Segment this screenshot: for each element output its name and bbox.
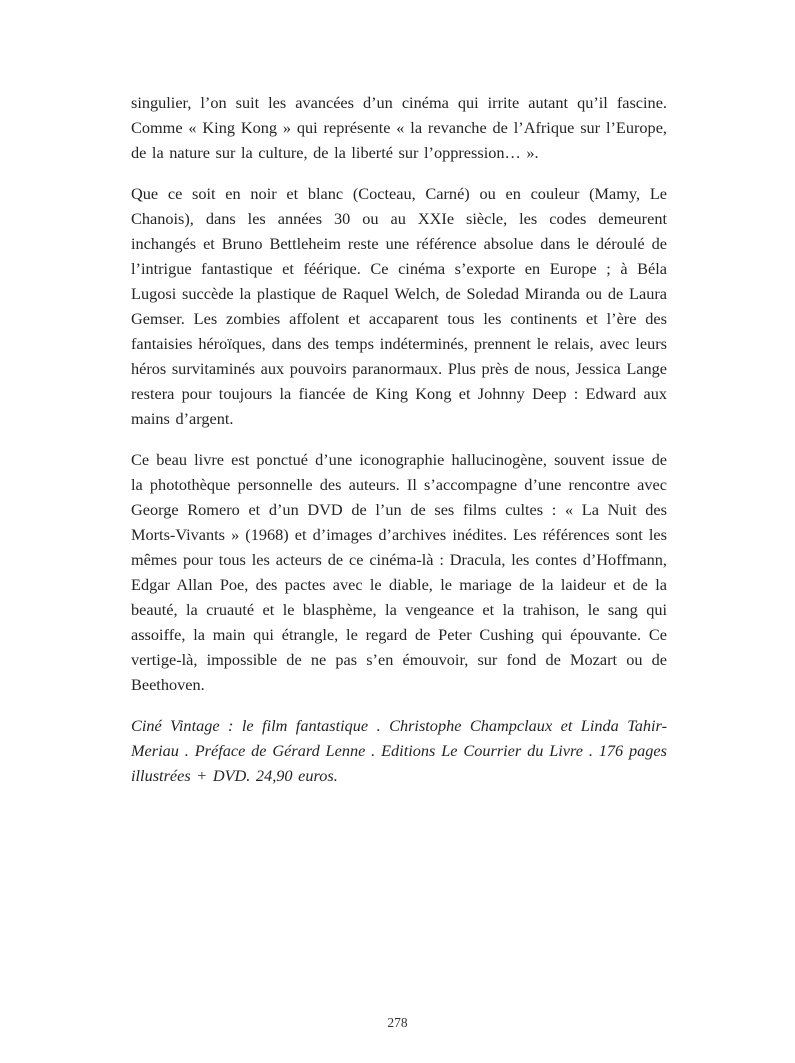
paragraph-2: Que ce soit en noir et blanc (Cocteau, Carné) ou en couleur (Mamy, Le Chanois), dans les années 30 ou au XXIe siècle, les codes demeurent inchangés et Bruno Bettleheim reste une référence absolue dans le déroulé de l’intrigue fantastique et féérique. Ce cinéma s’exporte en Europe ; à Béla Lugosi succède la plastique de Raquel Welch, de Soledad Miranda ou de Laura Gemser. Les zombies affolent et accaparent tous les continents et l’ère des fantaisies héroïques, dans des temps indéterminés, prennent le relais, avec leurs héros survitaminés aux pouvoirs paranormaux. Plus près de nous, Jessica Lange restera pour toujours la fiancée de King Kong et Johnny Deep : Edward aux mains d’argent.: [131, 184, 667, 428]
paragraph-3: Ce beau livre est ponctué d’une iconographie hallucinogène, souvent issue de la photothèque personnelle des auteurs. Il s’accompagne d’une rencontre avec George Romero et d’un DVD de l’un de ses films cultes : « La Nuit des Morts-Vivants » (1968) et d’images d’archives inédites. Les références sont les mêmes pour tous les acteurs de ce cinéma-là : Dracula, les contes d’Hoffmann, Edgar Allan Poe, des pactes avec le diable, le mariage de la laideur et de la beauté, la cruauté et le blasphème, la vengeance et la trahison, le sang qui assoiffe, la main qui étrangle, le regard de Peter Cushing qui épouvante. Ce vertige-là, impossible de ne pas s’en émouvoir, sur fond de Mozart ou de Beethoven.: [131, 450, 667, 694]
text-block: [131, 90, 667, 804]
paragraph-1: singulier, l’on suit les avancées d’un cinéma qui irrite autant qu’il fascine. Comme « King Kong » qui représente « la revanche de l’Afrique sur l’Europe, de la nature sur la culture, de la liberté sur l’oppression… ».: [131, 93, 667, 162]
paragraph-book-reference: Ciné Vintage : le film fantastique . Christophe Champclaux et Linda Tahir-Meriau . Préface de Gérard Lenne . Editions Le Courrier du Livre . 176 pages illustrées + DVD. 24,90 euros.: [131, 716, 667, 785]
page-number: 278: [387, 1015, 408, 1030]
